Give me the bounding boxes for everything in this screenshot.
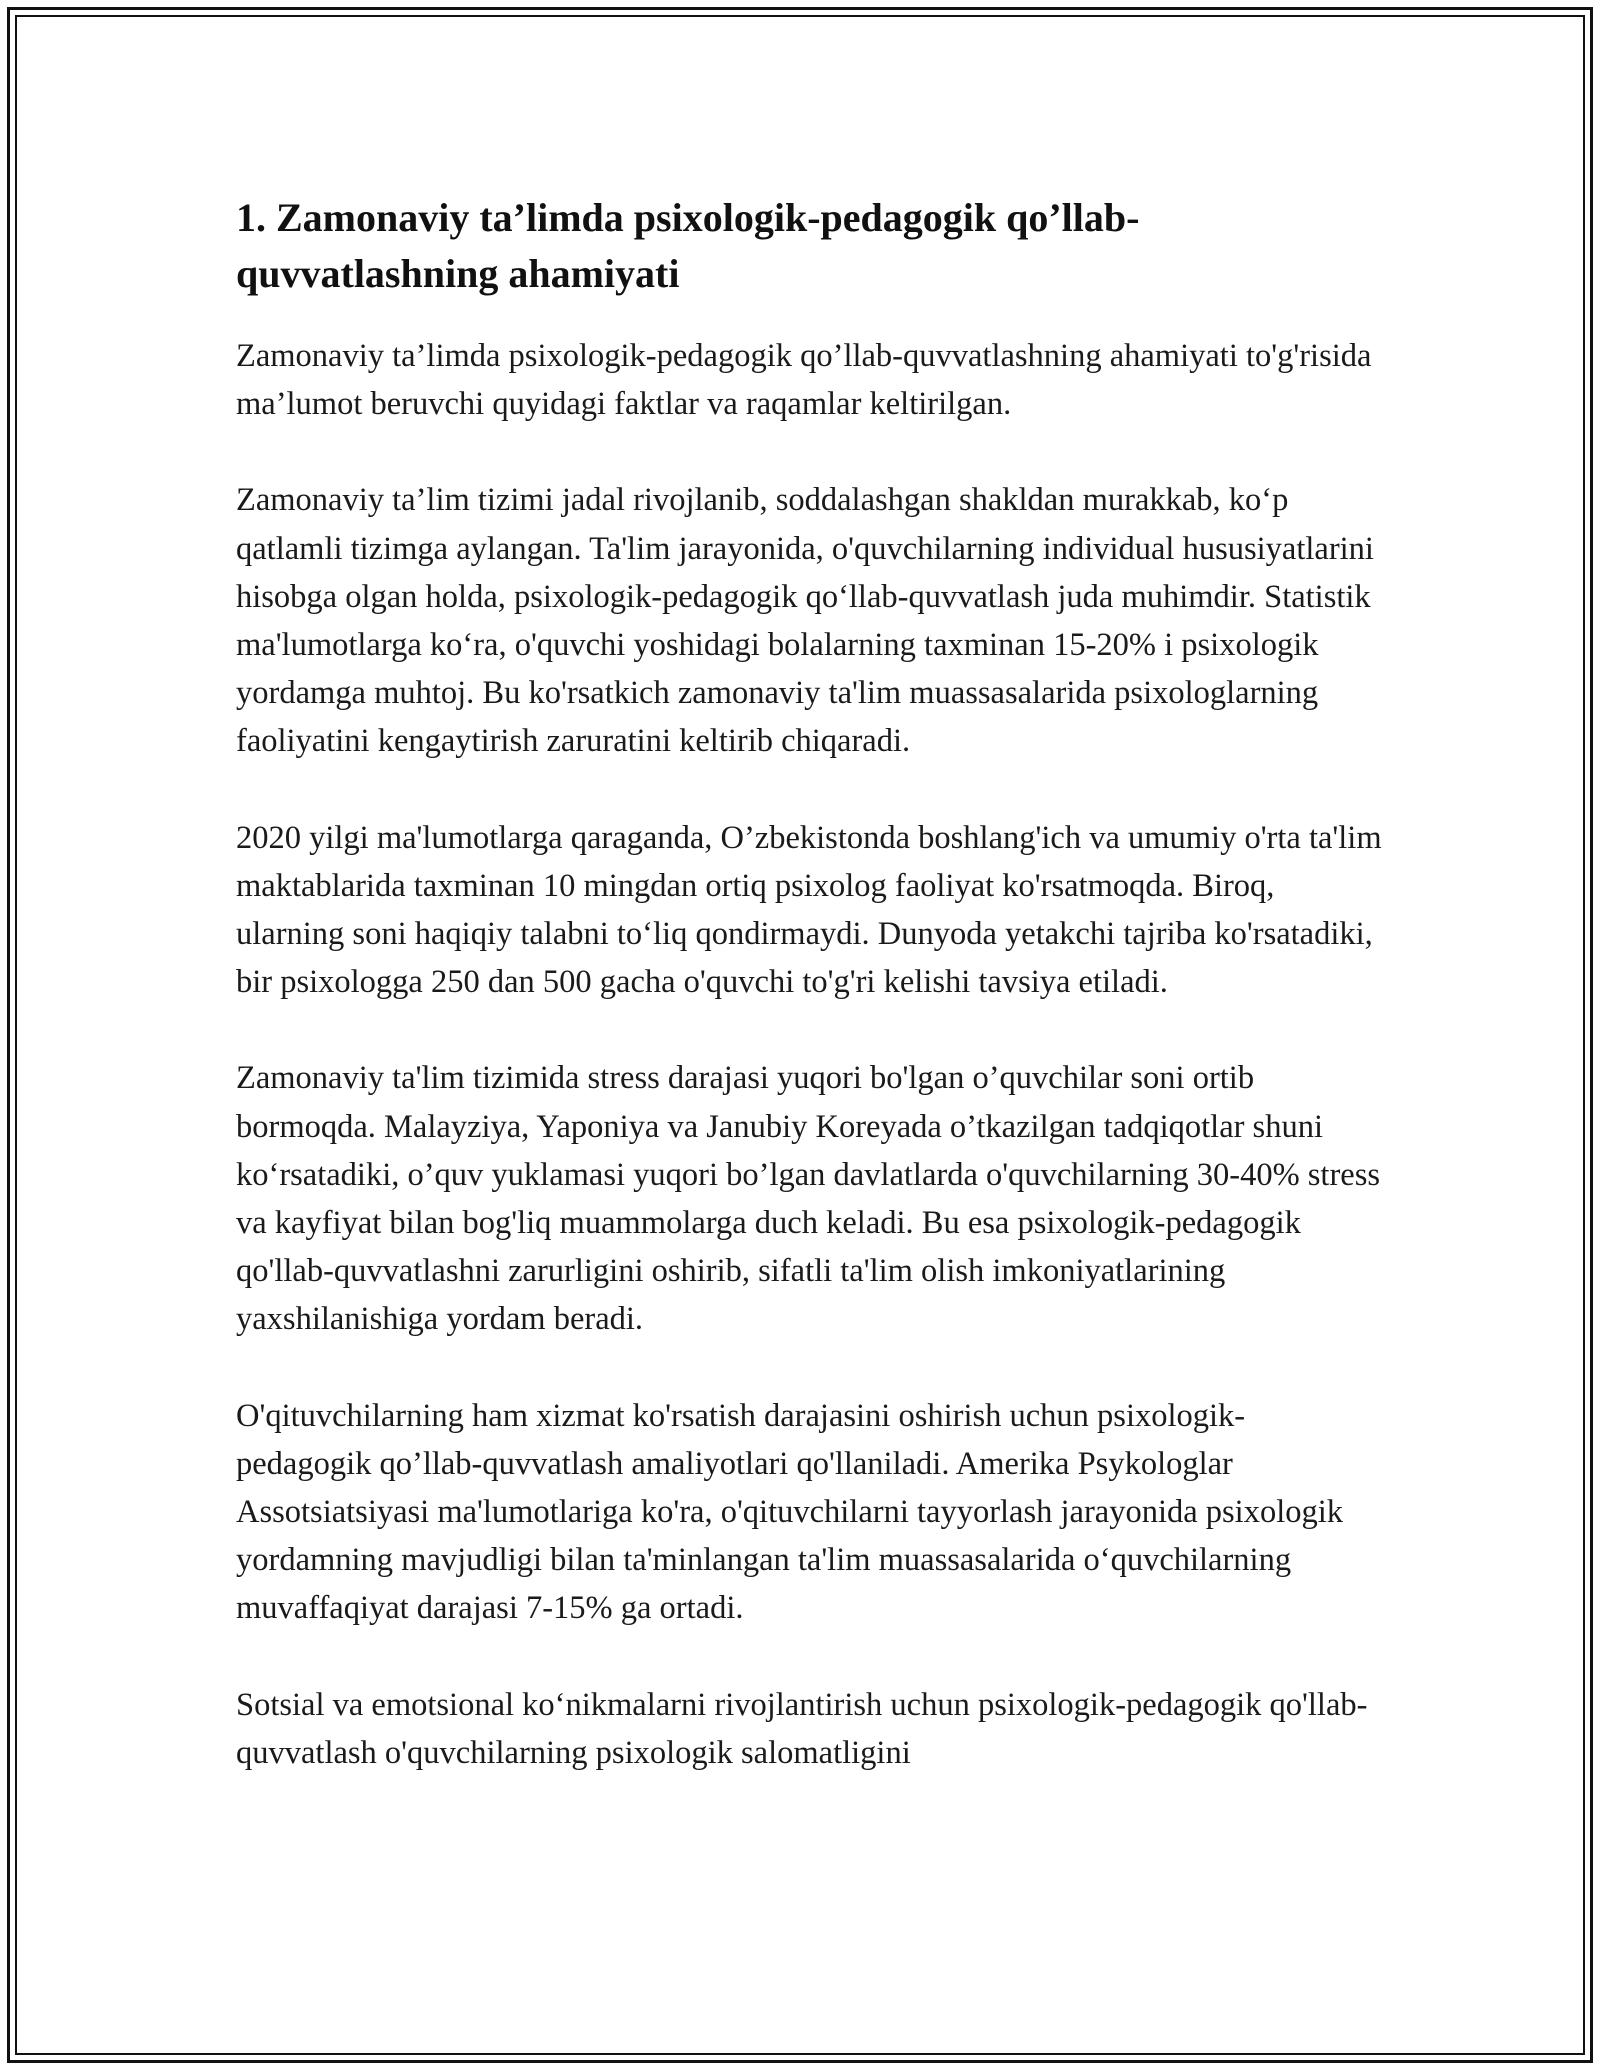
section-heading: 1. Zamonaviy ta’limda psixologik-pedagogik qo’llab-quvvatlashning ahamiyati — [236, 195, 1140, 296]
paragraph-social-emotional: Sotsial va emotsional ko‘nikmalarni rivojlantirish uchun psixologik-pedagogik qo'llab-quvvatlash o'quvchilarning psixologik salomatligini — [236, 1686, 1368, 1771]
paragraph-intro: Zamonaviy ta’limda psixologik-pedagogik qo’llab-quvvatlashning ahamiyati to'g'risida ma’lumot beruvchi quyidagi faktlar va raqamlar keltirilgan. — [236, 338, 1372, 423]
paragraph-stress-levels: Zamonaviy ta'lim tizimida stress darajasi yuqori bo'lgan o’quvchilar soni ortib bormoqda. Malayziya, Yaponiya va Janubiy Koreyada o’tkazilgan tadqiqotlar shuni ko‘rsatadiki, o’quv yuklamasi yuqori bo’lgan davlatlarda o'quvchilarning 30-40% stress va kayfiyat bilan bog'liq muammolarga duch keladi. Bu esa psixologik-pedagogik qo'llab-quvvatlashni zarurligini oshirib, sifatli ta'lim olish imkoniyatlarining yaxshilanishiga yordam beradi. — [236, 1060, 1380, 1338]
paragraph-education-system: Zamonaviy ta’lim tizimi jadal rivojlanib, soddalashgan shakldan murakkab, ko‘p qatlamli tizimga aylangan. Ta'lim jarayonida, o'quvchilarning individual hususiyatlarini hisobga olgan holda, psixologik-pedagogik qo‘llab-quvvatlash juda muhimdir. Statistik ma'lumotlarga ko‘ra, o'quvchi yoshidagi bolalarning taxminan 15-20% i psixologik yordamga muhtoj. Bu ko'rsatkich zamonaviy ta'lim muassasalarida psixologlarning faoliyatini kengaytirish zaruratini keltirib chiqaradi. — [236, 482, 1374, 760]
paragraph-uzbekistan-psychologists: 2020 yilgi ma'lumotlarga qaraganda, O’zbekistonda boshlang'ich va umumiy o'rta ta'lim maktablarida taxminan 10 mingdan ortiq psixolog faoliyat ko'rsatmoqda. Biroq, ularning soni haqiqiy talabni to‘liq qondirmaydi. Dunyoda yetakchi tajriba ko'rsatadiki, bir psixologga 250 dan 500 gacha o'quvchi to'g'ri kelishi tavsiya etiladi. — [236, 819, 1382, 1001]
paragraph-teacher-support: O'qituvchilarning ham xizmat ko'rsatish darajasini oshirish uchun psixologik- pedagogik qo’llab-quvvatlash amaliyotlari qo'llaniladi. Amerika Psykologlar Assotsiatsiyasi ma'lumotlariga ko'ra, o'qituvchilarni tayyorlash jarayonida psixologik yordamning mavjudligi bilan ta'minlangan ta'lim muassasalarida o‘quvchilarning muvaffaqiyat darajasi 7-15% ga ortadi. — [236, 1397, 1344, 1627]
document-body — [236, 190, 1386, 1825]
